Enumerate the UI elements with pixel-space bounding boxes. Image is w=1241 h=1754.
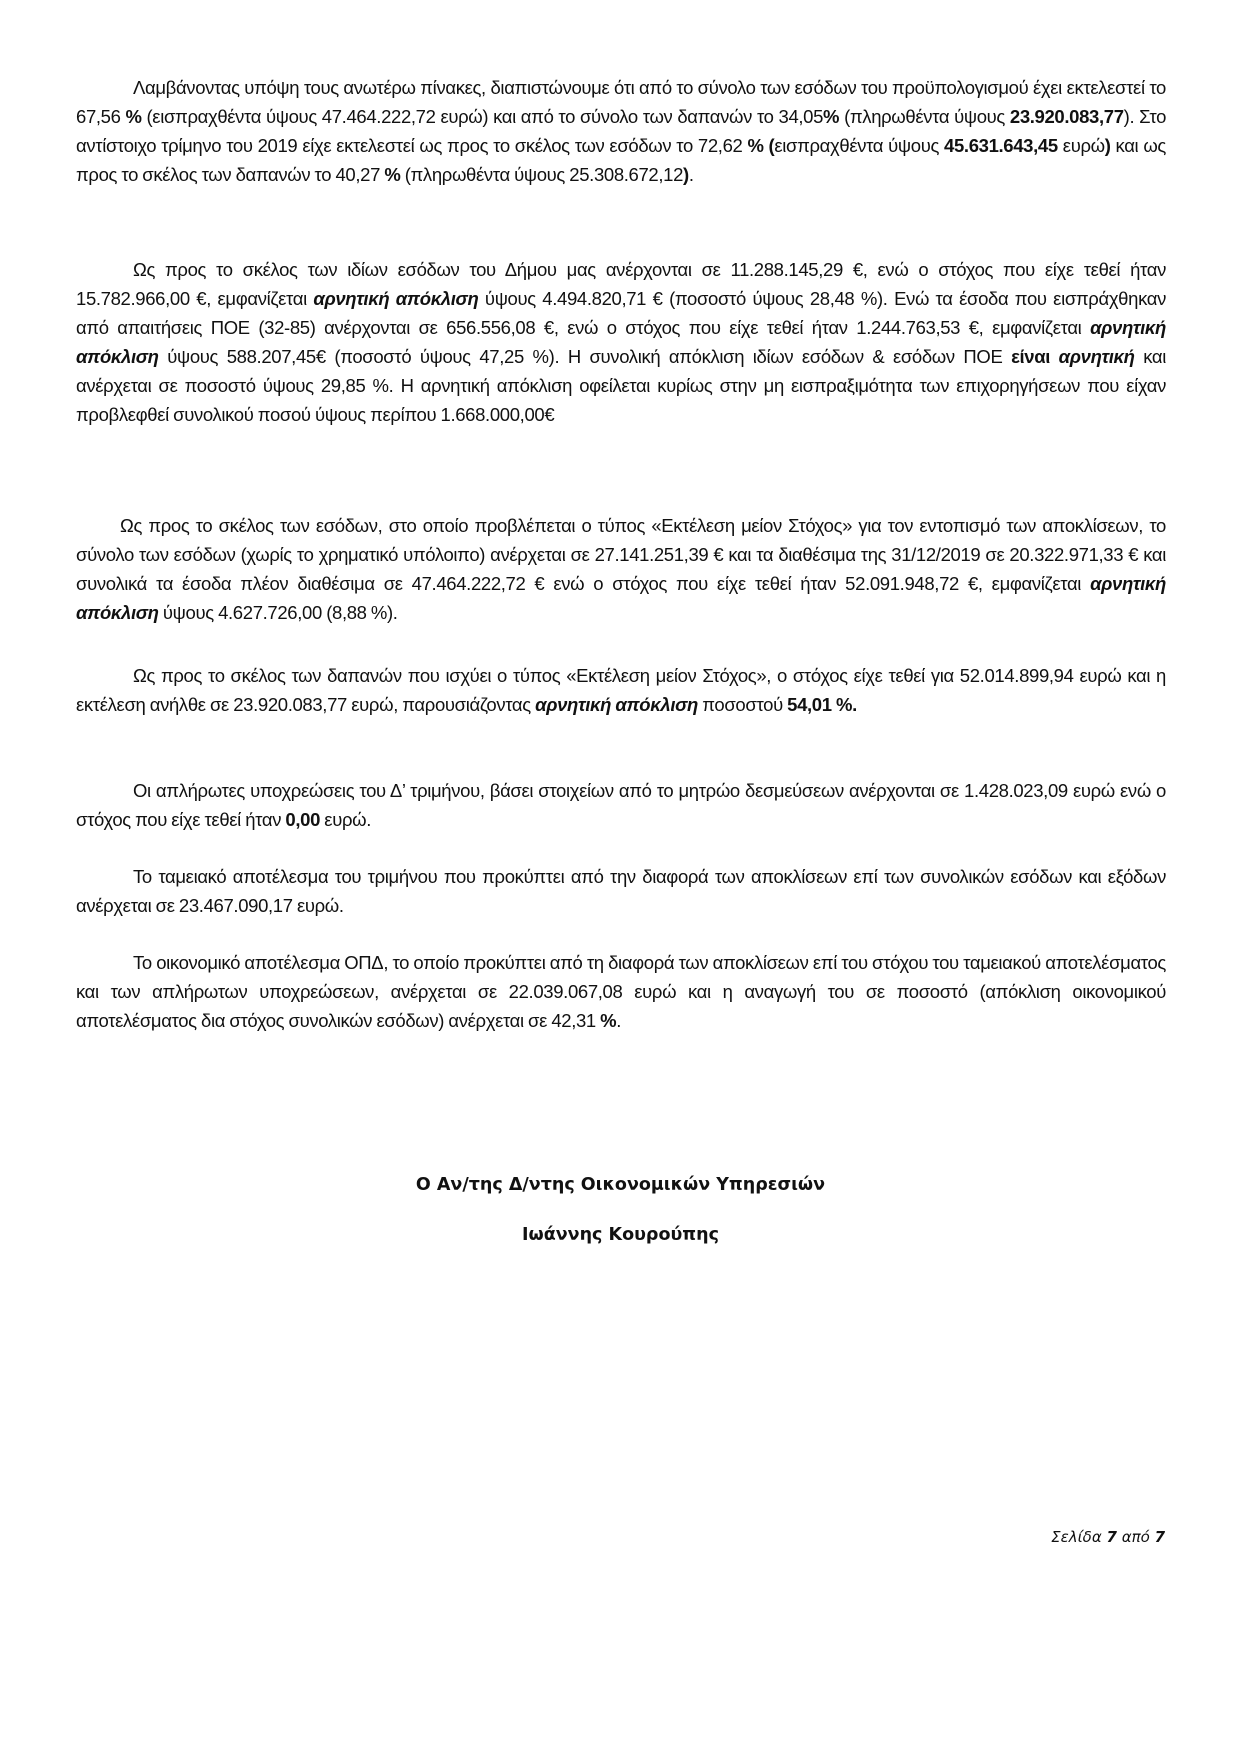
signature-title: Ο Αν/της Δ/ντης Οικονομικών Υπηρεσιών — [415, 1175, 826, 1195]
current-page: 7 — [1106, 1528, 1117, 1546]
page-number-footer — [1051, 1528, 1165, 1546]
emphasis-negative: αρνητική — [1058, 346, 1135, 367]
text: ). Στο αντίστοιχο τρίμηνο του 2019 είχε εκτελεστεί ως προς το σκέλος των εσόδων το 72,62 — [76, 106, 1167, 156]
text: εισπραχθέντα ύψους — [774, 135, 945, 156]
text: (πληρωθέντα ύψους 25.308.672,12 — [400, 164, 684, 185]
text: Το ταμειακό αποτέλεσμα του τριμήνου που προκύπτει από την διαφορά των αποκλίσεων επί των συνολικών εσόδων και εξόδων ανέρχεται σε 23.467.090,17 ευρώ. — [76, 866, 1166, 916]
text: και ανέρχεται σε ποσοστό ύψους 29,85 %. Η αρνητική απόκλιση οφείλεται κυρίως στην μη εισπραξιμότητα των επιχορηγήσεων που είχαν προβλεφθεί συνολικού ποσού ύψους περίπου 1.668.000,00€ — [76, 346, 1167, 425]
bold-amount: 0,00 — [285, 809, 321, 830]
text: . — [616, 1010, 622, 1031]
emphasis-negative-deviation: αρνητική απόκλιση — [313, 288, 479, 309]
text: ποσοστού — [697, 694, 788, 715]
bold-percentage: 54,01 %. — [787, 694, 857, 715]
text: Ως προς το σκέλος των δαπανών που ισχύει ο τύπος «Εκτέλεση μείον Στόχος», ο στόχος είχε τεθεί για 52.014.899,94 ευρώ και η εκτέλεση ανήλθε σε 23.920.083,77 ευρώ, παρουσιάζοντας — [76, 665, 1166, 715]
text: Ως προς το σκέλος των εσόδων, στο οποίο προβλέπεται ο τύπος «Εκτέλεση μείον Στόχος» για τον εντοπισμό των αποκλίσεων, το σύνολο των εσόδων (χωρίς το χρηματικό υπόλοιπο) ανέρχεται σε 27.141.251,39 € και τα διαθέσιμα της 31/12/2019 σε 20.322.971,33 € και συνολικά τα έσοδα πλέον διαθέσιμα σε 47.464.222,72 € ενώ ο στόχος που είχε τεθεί ήταν 52.091.948,72 €, εμφανίζεται — [76, 515, 1166, 594]
text: ύψους 588.207,45€ (ποσοστό ύψους 47,25 %). Η συνολική απόκλιση ιδίων εσόδων & εσόδων ΠΟΕ — [158, 346, 1012, 367]
text: . — [688, 164, 694, 185]
bold-amount: 23.920.083,77 — [1009, 106, 1124, 127]
paragraph-expenses-deviation — [76, 661, 1166, 719]
of-label: από — [1116, 1528, 1155, 1546]
text: ευρώ. — [320, 809, 372, 830]
emphasis-negative-deviation: αρνητική απόκλιση — [76, 573, 1166, 623]
bold-text: % — [823, 106, 840, 127]
text: και ως προς το σκέλος των δαπανών το 40,27 — [76, 135, 1166, 185]
paragraph-own-revenue — [76, 255, 1166, 429]
page-label: Σελίδα — [1051, 1528, 1107, 1546]
bold-text: ) — [683, 164, 689, 185]
paragraph-budget-execution — [76, 73, 1166, 189]
bold-amount: 45.631.643,45 — [944, 135, 1058, 156]
text: ύψους 4.494.820,71 € (ποσοστό ύψους 28,48 %). Ενώ τα έσοδα που εισπράχθηκαν από απαιτήσεις ΠΟΕ (32-85) ανέρχονται σε 656.556,08 €, ενώ ο στόχος που είχε τεθεί ήταν 1.244.763,53 €, εμφανίζεται — [76, 288, 1166, 338]
text: Λαμβάνοντας υπόψη τους ανωτέρω πίνακες, διαπιστώνουμε ότι από το σύνολο των εσόδων του προϋπολογισμού έχει εκτελεστεί το 67,56 — [76, 77, 1166, 127]
emphasis-negative-deviation: αρνητική απόκλιση — [535, 694, 698, 715]
paragraph-unpaid-obligations — [76, 776, 1166, 834]
text: ύψους 4.627.726,00 (8,88 %). — [158, 602, 398, 623]
bold-text: % ( — [747, 135, 775, 156]
text: Το οικονομικό αποτέλεσμα ΟΠΔ, το οποίο προκύπτει από τη διαφορά των αποκλίσεων επί του στόχου του ταμειακού αποτελέσματος και των απλήρωτων υποχρεώσεων, ανέρχεται σε 22.039.067,08 ευρώ και η αναγωγή του σε ποσοστό (απόκλιση οικονομικού αποτελέσματος δια στόχος συνολικών εσόδων) ανέρχεται σε 42,31 — [76, 952, 1166, 1031]
bold-text: είναι — [1011, 346, 1059, 367]
text: ευρώ — [1057, 135, 1105, 156]
paragraph-revenue-deviation — [76, 511, 1166, 627]
bold-text: % — [600, 1010, 617, 1031]
bold-text: ) — [1104, 135, 1111, 156]
bold-text: % — [125, 106, 142, 127]
text: Ως προς το σκέλος των ιδίων εσόδων του Δήμου μας ανέρχονται σε 11.288.145,29 €, ενώ ο στόχος που είχε τεθεί ήταν 15.782.966,00 €, εμφανίζεται — [76, 259, 1166, 309]
total-pages: 7 — [1154, 1528, 1165, 1546]
text: (πληρωθέντα ύψους — [839, 106, 1010, 127]
paragraph-financial-result — [76, 948, 1166, 1035]
bold-text: % — [384, 164, 401, 185]
emphasis-negative-deviation: αρνητική απόκλιση — [76, 317, 1166, 367]
text: Οι απλήρωτες υποχρεώσεις του Δ’ τριμήνου, βάσει στοιχείων από το μητρώο δεσμεύσεων ανέρχονται σε 1.428.023,09 ευρώ ενώ ο στόχος που είχε τεθεί ήταν — [76, 780, 1166, 830]
text: (εισπραχθέντα ύψους 47.464.222,72 ευρώ) και από το σύνολο των δαπανών το 34,05 — [141, 106, 824, 127]
signature-name: Ιωάννης Κουρούπης — [522, 1225, 719, 1245]
paragraph-cash-result — [76, 862, 1166, 920]
